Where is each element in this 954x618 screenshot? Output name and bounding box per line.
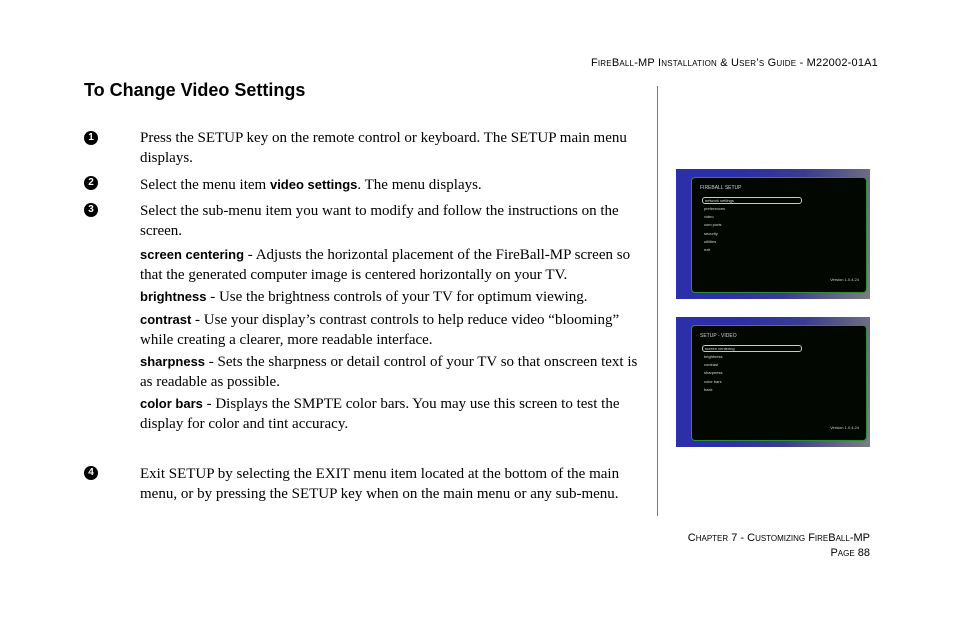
- version-label: Version 1.0.4.24: [830, 277, 859, 282]
- step-2-term: video settings: [269, 177, 358, 192]
- definition-text: - Sets the sharpness or detail control of your TV so that onscreen text is as readable as possible.: [140, 354, 638, 390]
- definition-text: - Displays the SMPTE color bars. You may use this screen to test the display for color and tint accuracy.: [140, 396, 620, 432]
- menu-item-selected: network settings: [702, 197, 802, 204]
- page-title: To Change Video Settings: [84, 80, 306, 100]
- definition-term: color bars: [140, 396, 203, 411]
- definition-text: - Use the brightness controls of your TV for optimum viewing.: [206, 289, 588, 305]
- menu-item: security: [704, 230, 718, 236]
- definition-term: contrast: [140, 312, 192, 327]
- menu-item: brightness: [704, 354, 723, 359]
- running-header: FireBall-MP Installation & User’s Guide - M22002-01A1: [590, 57, 878, 69]
- menu-item: utilities: [704, 238, 717, 244]
- step-4-text: Exit SETUP by selecting the EXIT menu item located at the bottom of the main menu, or by pressing the SETUP key when on the main menu or any sub-menu.: [140, 466, 620, 502]
- menu-item: color bars: [704, 378, 722, 384]
- definition-color-bars: [140, 394, 645, 434]
- definition-screen-centering: [140, 245, 645, 285]
- step-2-text: [140, 175, 645, 195]
- screen-frame: [691, 177, 867, 293]
- definition-sharpness: [140, 352, 645, 392]
- menu-item: contrast: [704, 362, 719, 368]
- step-3-text: Select the sub-menu item you want to modify and follow the instructions on the screen.: [140, 203, 619, 239]
- screen-frame: [691, 325, 867, 441]
- menu-item: video: [704, 214, 714, 220]
- version-label: Version 1.0.4.24: [830, 425, 859, 430]
- step-3-bullet: 3: [84, 203, 98, 217]
- definition-contrast: [140, 310, 645, 350]
- page-footer: [688, 531, 870, 561]
- definition-term: screen centering: [140, 247, 245, 262]
- screen-title: FIREBALL SETUP: [700, 185, 742, 191]
- step-1-text: Press the SETUP key on the remote control or keyboard. The SETUP main menu displays.: [140, 130, 627, 166]
- menu-item-selected: screen centering: [702, 345, 802, 352]
- definition-term: brightness: [140, 289, 207, 304]
- menu-item: exit: [704, 247, 711, 253]
- menu-item: com ports: [704, 222, 722, 228]
- step-4-bullet: 4: [84, 466, 98, 480]
- definition-term: sharpness: [140, 354, 206, 369]
- screen-menu: [702, 345, 802, 394]
- chapter-label: Chapter 7 - Customizing FireBall-MP: [687, 532, 870, 544]
- menu-item: sharpness: [704, 370, 723, 376]
- menu-item: preferences: [704, 206, 726, 211]
- step-2-pre: Select the menu item: [140, 177, 270, 193]
- column-divider: [657, 86, 658, 516]
- screen-title: SETUP - VIDEO: [700, 333, 737, 339]
- video-menu-screenshot: [676, 317, 870, 447]
- step-2-post: . The menu displays.: [357, 177, 482, 193]
- screen-menu: [702, 197, 802, 254]
- setup-menu-screenshot: [676, 169, 870, 299]
- definition-text: - Adjusts the horizontal placement of the FireBall-MP screen so that the generated computer image is centered horizontally on your TV.: [140, 247, 631, 283]
- menu-item: back: [704, 386, 713, 392]
- step-2-bullet: 2: [84, 176, 98, 190]
- definition-text: - Use your display’s contrast controls to help reduce video “blooming” while creating a clearer, more readable interface.: [140, 312, 620, 348]
- page-number: Page 88: [830, 547, 870, 559]
- step-1-bullet: 1: [84, 131, 98, 145]
- definition-brightness: [140, 287, 645, 307]
